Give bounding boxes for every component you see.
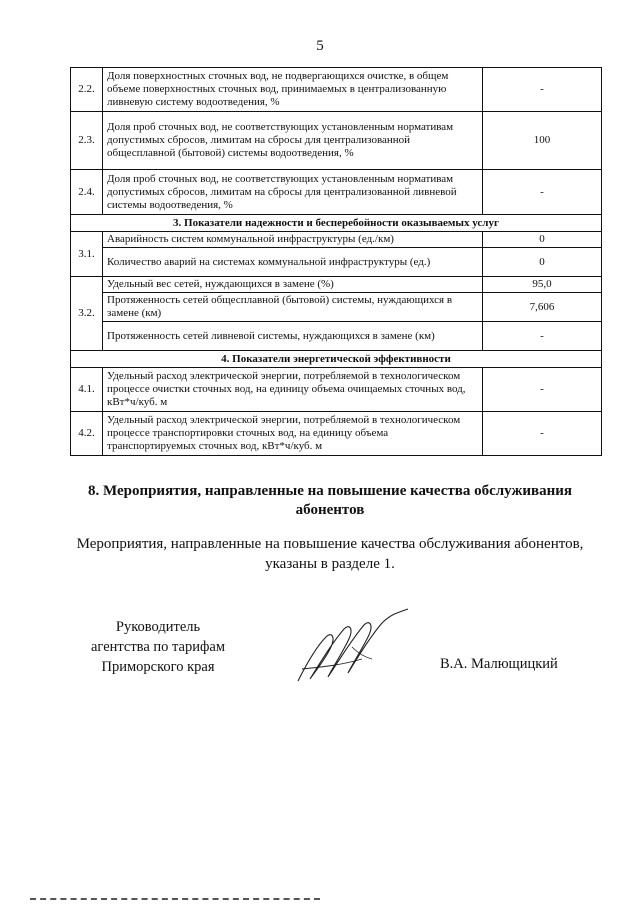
row-text: Протяженность сетей общесплавной (бытовой) системы, нуждающихся в замене (км) [103,293,483,322]
page-bottom-line [30,898,320,900]
table-row [71,170,602,215]
row-text: Доля проб сточных вод, не соответствующих установленным нормативам допустимых сбросов, лимитам на сбросы для централизованной ливневой системы водоотведения, % [103,170,483,215]
table-row [71,277,602,293]
table-row [71,412,602,456]
row-value: - [483,68,602,112]
table-row [71,232,602,248]
row-text: Аварийность систем коммунальной инфраструктуры (ед./км) [103,232,483,248]
section-header-row [71,215,602,232]
signatory-position [68,617,248,677]
row-text: Доля поверхностных сточных вод, не подвергающихся очистке, в общем объеме поверхностных сточных вод, принимаемых в централизованную ливневую систему водоотведения, % [103,68,483,112]
signatory-line: Приморского края [101,659,215,675]
row-value: 100 [483,112,602,170]
row-value: - [483,412,602,456]
section-8-text: Мероприятия, направленные на повышение качества обслуживания абонентов, указаны в разделе 1. [76,536,584,572]
section-header: 3. Показатели надежности и бесперебойности оказываемых услуг [71,215,602,232]
row-text: Протяженность сетей ливневой системы, нуждающихся в замене (км) [103,322,483,351]
indicators-table [70,67,602,456]
handwritten-signature [292,607,412,689]
row-number: 3.2. [71,277,103,351]
table-row [71,112,602,170]
row-value: 0 [483,248,602,277]
signatory-name: В.А. Малющицкий [440,656,558,672]
row-value: - [483,368,602,412]
signatory-line: агентства по тарифам [91,639,225,655]
row-value: - [483,170,602,215]
row-number: 3.1. [71,232,103,277]
row-text: Количество аварий на системах коммунальной инфраструктуры (ед.) [103,248,483,277]
row-value: 0 [483,232,602,248]
row-text: Удельный расход электрической энергии, потребляемой в технологическом процессе очистки сточных вод, на единицу объема очищаемых сточных вод, кВт*ч/куб. м [103,368,483,412]
table-row [71,293,602,322]
row-text: Доля проб сточных вод, не соответствующих установленным нормативам допустимых сбросов, лимитам на сбросы для централизованной общесплавной (бытовой) системы водоотведения, % [103,112,483,170]
row-value: 95,0 [483,277,602,293]
row-number: 2.2. [71,68,103,112]
table-row [71,368,602,412]
row-number: 2.3. [71,112,103,170]
section-header-row [71,351,602,368]
table-row [71,68,602,112]
row-number: 2.4. [71,170,103,215]
page-number: 5 [316,38,324,54]
row-text: Удельный вес сетей, нуждающихся в замене (%) [103,277,483,293]
row-value: - [483,322,602,351]
section-8-title: 8. Мероприятия, направленные на повышение качества обслуживания абонентов [87,483,572,518]
row-value: 7,606 [483,293,602,322]
row-number: 4.2. [71,412,103,456]
table-row [71,322,602,351]
row-number: 4.1. [71,368,103,412]
row-text: Удельный расход электрической энергии, потребляемой в технологическом процессе транспортировки сточных вод, на единицу объема транспортируемых сточных вод, кВт*ч/куб. м [103,412,483,456]
signatory-line: Руководитель [115,619,201,635]
table-row [71,248,602,277]
section-header: 4. Показатели энергетической эффективности [71,351,602,368]
